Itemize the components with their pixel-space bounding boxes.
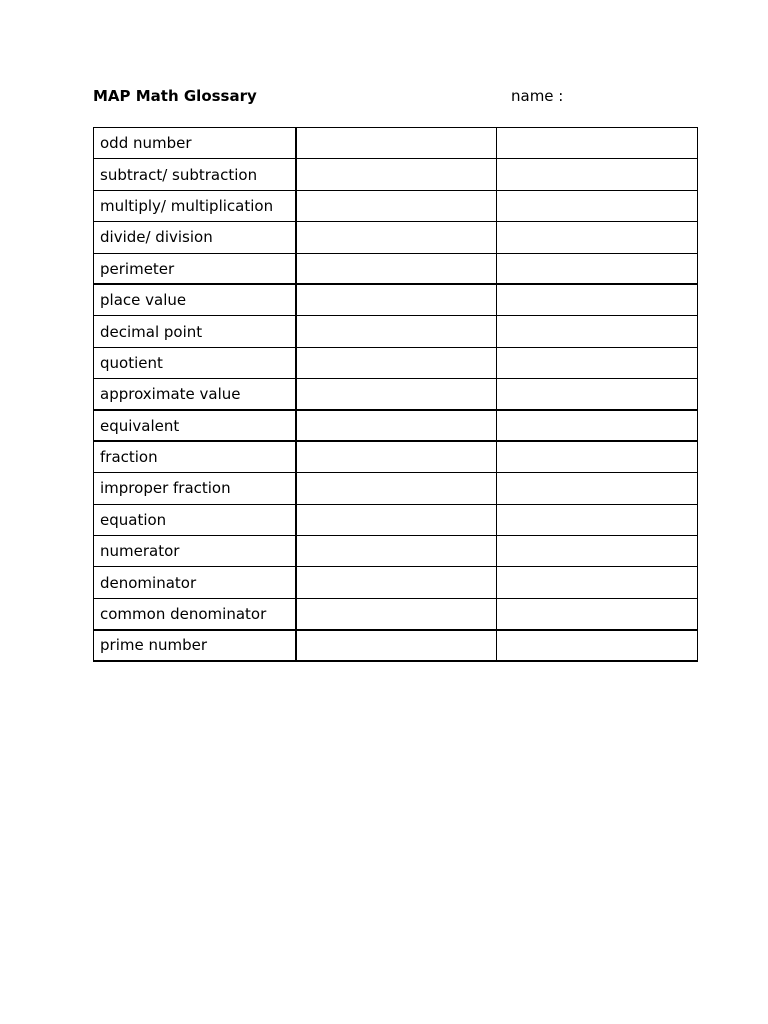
table-row — [94, 598, 698, 629]
glossary-table-body — [94, 128, 698, 662]
blank-cell — [296, 284, 497, 315]
table-row — [94, 473, 698, 504]
blank-cell — [296, 441, 497, 472]
blank-cell — [497, 284, 698, 315]
table-row — [94, 222, 698, 253]
blank-cell — [497, 473, 698, 504]
blank-cell — [497, 379, 698, 410]
term-cell: equivalent — [94, 410, 296, 441]
term-cell: equation — [94, 504, 296, 535]
term-cell: decimal point — [94, 316, 296, 347]
blank-cell — [296, 410, 497, 441]
term-cell: denominator — [94, 567, 296, 598]
term-cell: approximate value — [94, 379, 296, 410]
blank-cell — [497, 410, 698, 441]
blank-cell — [497, 316, 698, 347]
blank-cell — [296, 473, 497, 504]
blank-cell — [296, 253, 497, 284]
term-cell: fraction — [94, 441, 296, 472]
blank-cell — [497, 504, 698, 535]
term-cell: multiply/ multiplication — [94, 190, 296, 221]
table-row — [94, 630, 698, 661]
blank-cell — [296, 567, 497, 598]
term-cell: subtract/ subtraction — [94, 159, 296, 190]
table-row — [94, 284, 698, 315]
term-cell: quotient — [94, 347, 296, 378]
term-cell: odd number — [94, 128, 296, 159]
blank-cell — [296, 347, 497, 378]
table-row — [94, 536, 698, 567]
blank-cell — [497, 441, 698, 472]
blank-cell — [296, 630, 497, 661]
blank-cell — [296, 598, 497, 629]
blank-cell — [296, 536, 497, 567]
blank-cell — [497, 190, 698, 221]
blank-cell — [296, 159, 497, 190]
blank-cell — [296, 222, 497, 253]
term-cell: perimeter — [94, 253, 296, 284]
blank-cell — [296, 379, 497, 410]
blank-cell — [497, 222, 698, 253]
table-row — [94, 410, 698, 441]
term-cell: divide/ division — [94, 222, 296, 253]
table-row — [94, 316, 698, 347]
blank-cell — [497, 598, 698, 629]
term-cell: improper fraction — [94, 473, 296, 504]
blank-cell — [497, 159, 698, 190]
term-cell: prime number — [94, 630, 296, 661]
table-row — [94, 253, 698, 284]
table-row — [94, 441, 698, 472]
blank-cell — [296, 190, 497, 221]
blank-cell — [497, 128, 698, 159]
blank-cell — [296, 504, 497, 535]
table-row — [94, 347, 698, 378]
term-cell: place value — [94, 284, 296, 315]
table-row — [94, 128, 698, 159]
page-title: MAP Math Glossary — [93, 87, 257, 105]
table-row — [94, 379, 698, 410]
blank-cell — [497, 536, 698, 567]
glossary-table — [93, 127, 698, 662]
name-label: name : — [511, 87, 564, 105]
table-row — [94, 567, 698, 598]
table-row — [94, 504, 698, 535]
term-cell: common denominator — [94, 598, 296, 629]
blank-cell — [497, 347, 698, 378]
term-cell: numerator — [94, 536, 296, 567]
table-row — [94, 159, 698, 190]
blank-cell — [497, 567, 698, 598]
blank-cell — [296, 128, 497, 159]
table-row — [94, 190, 698, 221]
blank-cell — [497, 630, 698, 661]
blank-cell — [296, 316, 497, 347]
blank-cell — [497, 253, 698, 284]
